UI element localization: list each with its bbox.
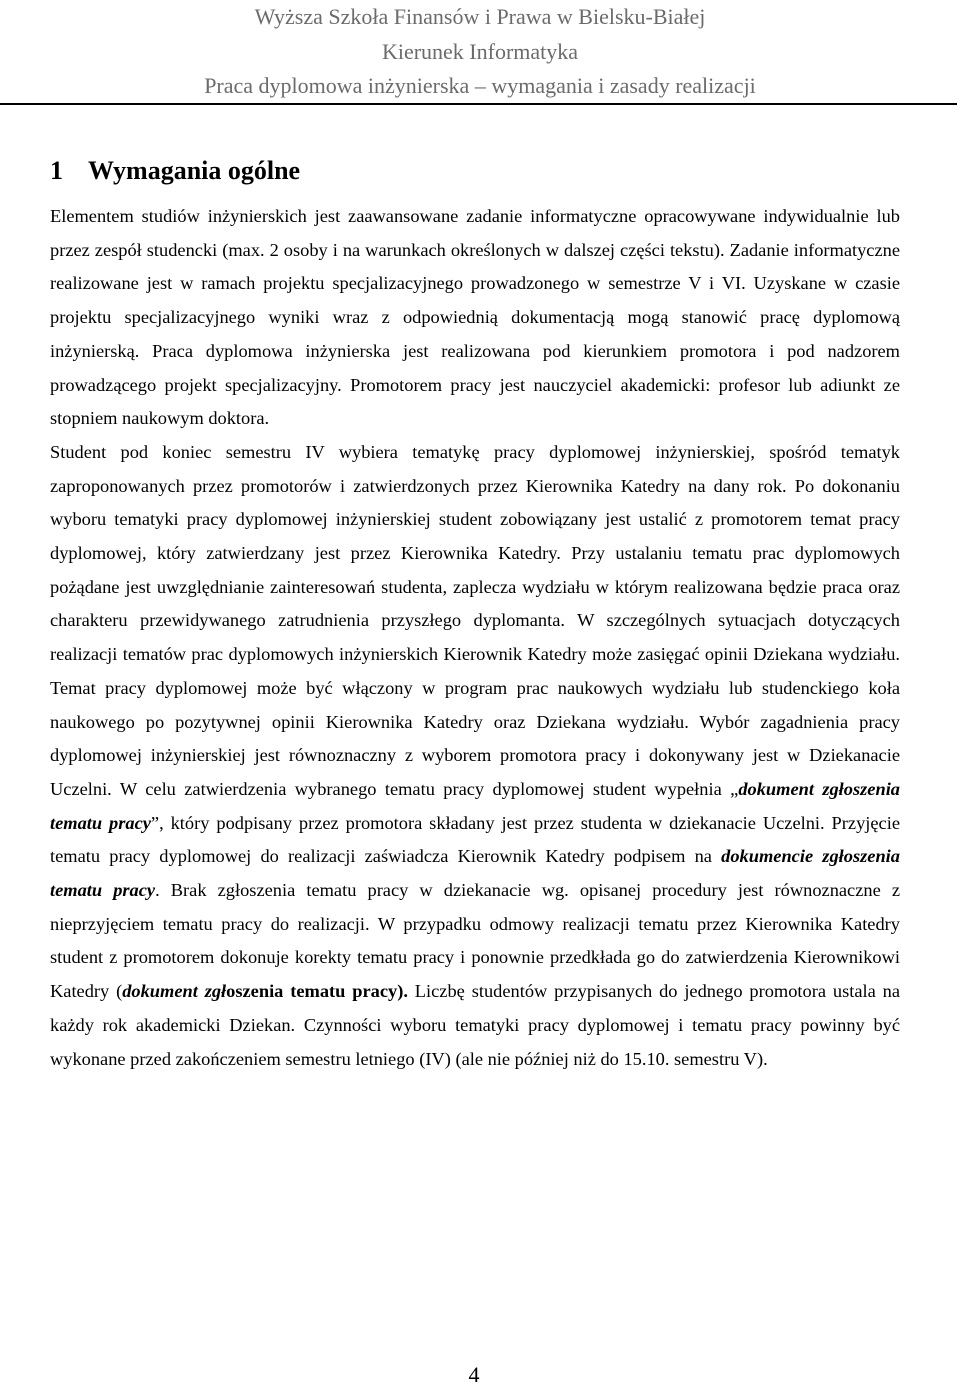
body-text (50, 200, 900, 1076)
header-divider (0, 103, 957, 105)
header-document-title: Praca dyplomowa inżynierska – wymagania i zasady realizacji (204, 73, 756, 98)
section-heading (50, 152, 910, 190)
header-field-of-study: Kierunek Informatyka (381, 38, 579, 64)
paragraph-general-requirements: Elementem studiów inżynierskich jest zaawansowane zadanie informatyczne opracowywane indywidualnie lub przez zespół studencki (max. 2 osoby i na warunkach określonych w dalszej części tekstu). Zadanie informatyczne realizowane jest w ramach projektu specjalizacyjnego prowadzonego w semestrze V i VI. Uzyskane w czasie projektu specjalizacyjnego wyniki wraz z odpowiednią dokumentacją mogą stanowić pracę dyplomową inżynierską. Praca dyplomowa inżynierska jest realizowana pod kierunkiem promotora i pod nadzorem prowadzącego projekt specjalizacyjny. Promotorem pracy jest nauczyciel akademicki: profesor lub adiunkt ze stopniem naukowym doktora. (50, 206, 900, 429)
section-title: Wymagania ogólne (88, 156, 301, 185)
paragraph-topic-selection-text-2: ”, który podpisany przez promotora składany jest przez studenta w dziekanacie Uczelni. Przyjęcie tematu pracy dyplomowej do realizacji zaświadcza Kierownik Katedry podpisem na (50, 812, 900, 867)
paragraph-topic-selection-text-3: . Brak zgłoszenia tematu pracy w dziekanacie wg. opisanej procedury jest równoznaczne z nieprzyjęciem tematu pracy do realizacji. W przypadku odmowy realizacji tematu przez Kierownika Katedry student z promotorem dokonuje korekty tematu pracy i ponownie przedkłada go do zatwierdzenia Kierownikowi Katedry ( (50, 880, 900, 1002)
running-header (0, 0, 960, 104)
paragraph-topic-selection-text-1: Student pod koniec semestru IV wybiera tematykę pracy dyplomowej inżynierskiej, spośród tematyk zaproponowanych przez promotorów i zatwierdzonych przez Kierownika Katedry na dany rok. Po dokonaniu wyboru tematyki pracy dyplomowej inżynierskiej student zobowiązany jest ustalić z promotorem temat pracy dyplomowej, który zatwierdzany jest przez Kierownika Katedry. Przy ustalaniu tematu prac dyplomowych pożądane jest uwzględnianie zainteresowań studenta, zaplecza wydziału w którym realizowana będzie praca oraz charakteru przewidywanego zatrudnienia przyszłego dyplomanta. W szczególnych sytuacjach dotyczących realizacji tematów prac dyplomowych inżynierskich Kierownik Katedry może zasięgać opinii Dziekana wydziału. Temat pracy dyplomowej może być włączony w program prac naukowych wydziału lub studenckiego koła naukowego po pozytywnej opinii Kierownika Katedry oraz Dziekana wydziału. Wybór zagadnienia pracy dyplomowej inżynierskiej jest równoznaczny z wyborem promotora pracy i dokonywany jest w Dziekanacie Uczelni. W celu zatwierdzenia wybranego tematu pracy dyplomowej student wypełnia „ (50, 441, 900, 799)
page-number: 4 (468, 1362, 480, 1387)
section-number: 1 (50, 156, 63, 185)
emphasis-document-name-3b: oszenia tematu pracy). (226, 981, 408, 1002)
header-university-name: Wyższa Szkoła Finansów i Prawa w Bielsku-Białej (254, 4, 706, 29)
emphasis-document-name-2: dokumencie zgłoszenia tematu pracy (50, 846, 900, 901)
paragraph-topic-selection-text-4: Liczbę studentów przypisanych do jednego promotora ustala na każdy rok akademicki Dziekan. Czynności wyboru tematyki pracy dyplomowej i tematu pracy powinny być wykonane przed zakończeniem semestru letniego (IV) (ale nie później niż do 15.10. semestru V). (50, 981, 900, 1069)
paragraph-topic-selection (50, 436, 900, 1076)
emphasis-document-name-1: dokument zgłoszenia tematu pracy (50, 778, 901, 833)
emphasis-document-name-3a: dokument zgł (122, 981, 227, 1002)
